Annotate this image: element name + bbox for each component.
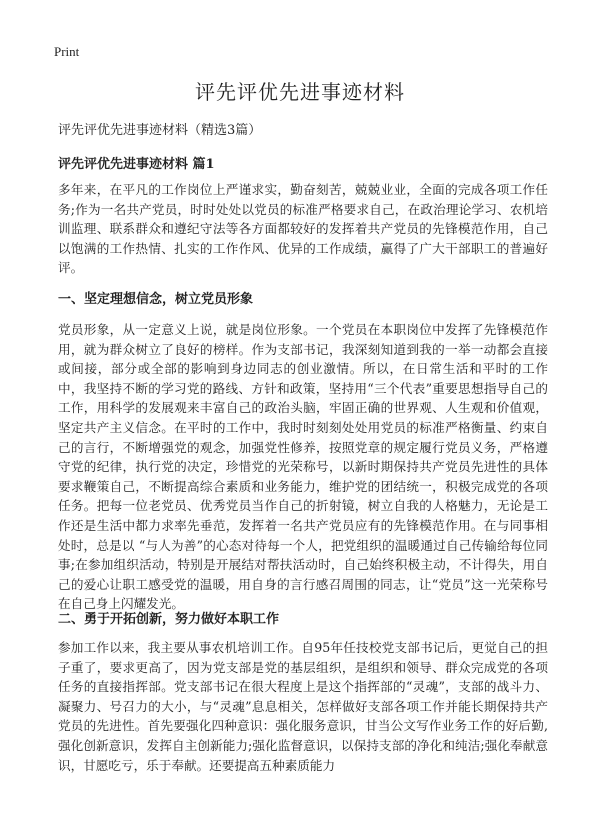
- section-2-title: 二、勇于开拓创新，努力做好本职工作: [58, 612, 280, 627]
- section-1-body: 党员形象，从一定意义上说，就是岗位形象。一个党员在本职岗位中发挥了先锋模范作用，就为群众树立了良好的榜样。作为支部书记，我深刻知道到我的一举一动都会直接或间接，部分或全部的影响到身边同志的创业激情。所以，在日常生活和平时的工作中，我坚持不断的学习党的路线、方针和政策，坚持用“三个代表”重要思想指导自己的工作，用科学的发展观来丰富自己的政治头脑，牢固正确的世界观、人生观和价值观，坚定共产主义信念。在平时的工作中，我时时刻刻处处用党员的标准严格衡量、约束自己的言行，不断增强党的观念，加强党性修养，按照党章的规定履行党员义务，严格遵守党的纪律，执行党的决定，珍惜党的光荣称号，以新时期保持共产党员先进性的具体要求鞭策自己，不断提高综合素质和业务能力，维护党的团结统一，积极完成党的各项任务。把每一位老党员、优秀党员当作自己的折射镜，树立自我的人格魅力，无论是工作还是生活中都力求率先垂范，发挥着一名共产党员应有的先锋模范作用。在与同事相处时，总是以 “与人为善”的心态对待每一个人，把党组织的温暖通过自己传输给每位同事;在参加组织活动，特别是开展结对帮扶活动时，自己始终积极主动，不计得失，用自己的爱心让职工感受党的温暖，用自身的言行感召周围的同志，让“党员”这一光荣称号在自己身上闪耀发光。: [58, 322, 548, 612]
- section-2-body: 参加工作以来，我主要从事农机培训工作。自95年任技校党支部书记后，更觉自己的担子重了，要求更高了，因为党支部是党的基层组织，是组织和领导、群众完成党的各项任务的直接指挥部。党支部书记在很大程度上是这个指挥部的“灵魂”，支部的战斗力、凝聚力、号召力的大小，与“灵魂”息息相关，怎样做好支部各项工作并能长期保持共产党员的先进性。首先要强化四种意识：强化服务意识，甘当公文写作业务工作的好后勤,强化创新意识，发挥自主创新能力;强化监督意识，以保持支部的净化和纯洁;强化奉献意识，甘愿吃亏，乐于奉献。还要提高五种素质能力: [58, 640, 548, 773]
- intro-paragraph: 多年来，在平凡的工作岗位上严谨求实，勤奋刻苦，兢兢业业，全面的完成各项工作任务;作为一名共产党员，时时处处以党员的标准严格要求自己，在政治理论学习、农机培训监理、联系群众和遵纪守法等各方面都较好的发挥着共产党员的先锋模范作用，自己以饱满的工作热情、扎实的工作作风、优异的工作成绩，赢得了广大干部职工的普遍好评。: [58, 182, 548, 276]
- article-heading: 评先评优先进事迹材料 篇1: [58, 157, 215, 172]
- document-subtitle: 评先评优先进事迹材料（精选3篇）: [58, 123, 262, 138]
- page-title: 评先评优先进事迹材料: [195, 80, 405, 104]
- print-link[interactable]: Print: [54, 44, 80, 59]
- section-1-title: 一、坚定理想信念，树立党员形象: [58, 292, 254, 307]
